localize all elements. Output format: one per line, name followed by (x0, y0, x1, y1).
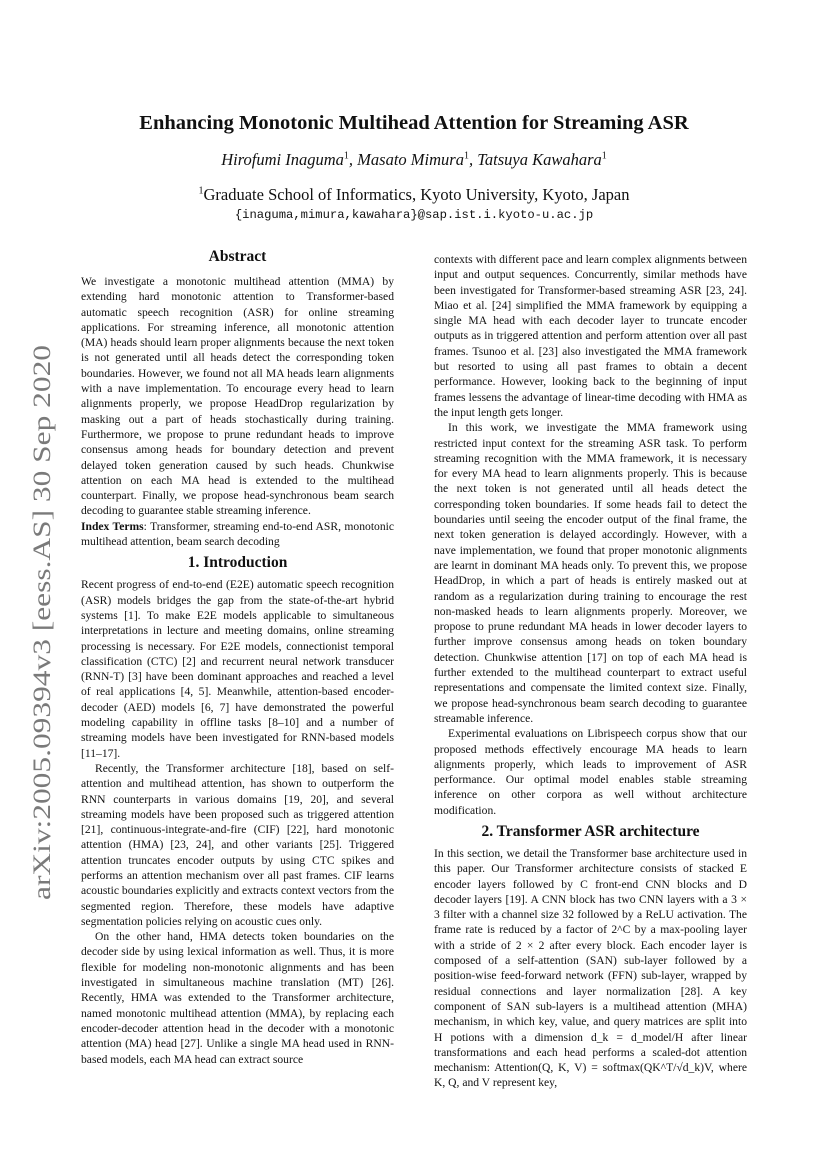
arxiv-identifier (2, 340, 72, 900)
arxiv-id-text: arXiv:2005.09394v3 [eess.AS] 30 Sep 2020 (29, 458, 56, 900)
index-terms (81, 519, 394, 550)
intro-paragraph: Recently, the Transformer architecture [18], based on self-attention and multihead attention, has shown to outperform the RNN counterparts in various domains [19, 20], and several streaming models have been proposed such as triggered attention [21], continuous-integrate-and-fire (CIF) [22], hard monotonic attention (HMA) [23, 24], and other variants [25]. Triggered attention truncates encoder outputs by using CTC spikes and performs an attention mechanism over all past frames. CIF learns acoustic boundaries explicitly and extracts context vectors from the segmented region. Therefore, these models have adaptive segmentation policies relying on acoustic cues only. (81, 761, 394, 928)
abstract-heading: Abstract (208, 248, 267, 265)
affiliation (0, 185, 828, 205)
affiliation-text: Graduate School of Informatics, Kyoto University, Kyoto, Japan (203, 185, 630, 204)
intro-paragraph: Recent progress of end-to-end (E2E) automatic speech recognition (ASR) models bridges the gap from the state-of-the-art hybrid systems [1]. To make E2E models applicable to simultaneous interpretations in lecture and meeting domains, online streaming processing is necessary. For E2E models, connectionist temporal classification (CTC) [2] and recurrent neural network transducer (RNN-T) [3] have been dominant approaches and reached a level of real applications [4, 5]. Meanwhile, attention-based encoder-decoder (AED) models [6, 7] have demonstrated the powerful modeling capability in offline tasks [8–10] and a number of streaming models have been investigated for RNN-based models [11–17]. (81, 578, 394, 760)
intro-paragraph: contexts with different pace and learn complex alignments between input and output sequences. Concurrently, similar methods have been investigated for Transformer-based streaming ASR [23, 24]. Miao et al. [24] simplified the MMA framework by equipping a single MA head with each decoder layer to truncate encoder outputs as in triggered attention and perform attention over all past frames. Tsunoo et al. [23] also investigated the MMA framework but resorted to using all past frames to obtain a decent performance. However, looking back to the beginning of input frames lessens the advantage of linear-time decoding with HMA as the input length gets longer. (434, 253, 747, 419)
author-separator: , (468, 150, 478, 169)
section-heading-introduction: 1. Introduction (187, 554, 288, 572)
author-list (0, 150, 828, 170)
affiliation-mark: 1 (198, 185, 204, 197)
author-name: Tatsuya Kawahara (477, 150, 602, 169)
transformer-paragraph: In this section, we detail the Transformer base architecture used in this paper. Our Transformer architecture consists of stacked E encoder layers followed by C front-end CNN blocks and D decoder layers [19]. A CNN block has two CNN layers with a 3 × 3 filter with a channel size 32 followed by a ReLU activation. The frame rate is reduced by a factor of 2^C by a max-pooling layer with a stride of 2 × 2 after every block. Each encoder layer is composed of a self-attention (SAN) sub-layer followed by a position-wise feed-forward network (FFN) sub-layer, wrapped by residual connections and layer normalization [28]. A key component of SAN sub-layers is a multihead attention (MHA) mechanism, in which key, value, and query matrices are split into H potions with a dimension d_k = d_model/H after linear transformations and each head performs a scaled-dot attention mechanism: Attention(Q, K, V) = softmax(QK^T/√d_k)V, where K, Q, and V represent key, (434, 846, 747, 1090)
index-terms-label: Index Terms (81, 519, 144, 533)
author-email: {inaguma,mimura,kawahara}@sap.ist.i.kyoto-u.ac.jp (234, 208, 594, 222)
right-column (434, 252, 747, 1091)
left-column (81, 248, 394, 1067)
paper-title: Enhancing Monotonic Multihead Attention for Streaming ASR (139, 112, 689, 134)
section-heading-transformer: 2. Transformer ASR architecture (481, 822, 700, 840)
intro-paragraph: In this work, we investigate the MMA framework using restricted input context for the streaming ASR task. To perform streaming recognition with the MMA framework, it is necessary for every MA head to learn alignments properly. This is because the next token is not generated until all heads detect the corresponding token boundaries. If some heads fail to detect the boundaries until seeing the encoder output of the final frame, the next token generation is delayed accordingly. However, with a nave implementation, we found that proper monotonic alignments are learnt in dominant MA heads only. To prevent this, we propose HeadDrop, in which a part of heads is entirely masked out at random as a regularization during training to encourage the rest non-masked heads to learn alignments properly. Moreover, we propose to prune redundant MA heads in lower decoder layers to further improve consensus among heads on token boundary detection. Chunkwise attention [17] on top of each MA head is further extended to the multihead counterpart to extract useful representations and compensate the limited context size. Finally, we propose head-synchronous beam search decoding to guarantee streamable inference. (434, 421, 747, 725)
intro-paragraph: On the other hand, HMA detects token boundaries on the decoder side by using lexical information as well. Thus, it is more flexible for modeling non-monotonic alignments and has been investigated in simultaneous machine translation (MT) [26]. Recently, HMA was extended to the Transformer architecture, named monotonic multihead attention (MMA), by replacing each encoder-decoder attention head in the decoder with a monotonic attention (MA) head [27]. Unlike a single MA head used in RNN-based models, each MA head can extract source (81, 930, 394, 1066)
abstract-text: We investigate a monotonic multihead attention (MMA) by extending hard monotonic attention to Transformer-based automatic speech recognition (ASR) for online streaming applications. For streaming inference, all monotonic attention (MA) heads should learn proper alignments because the next token is not generated until all heads detect the corresponding token boundaries. However, we found not all MA heads learn alignments with a nave implementation. To encourage every head to learn alignments properly, we propose HeadDrop regularization by masking out a part of heads stochastically during training. Furthermore, we propose to prune redundant heads to improve consensus among heads for boundary detection and prevent delayed token generation caused by such heads. Chunkwise attention on each MA head is extended to the multihead counterpart. Finally, we propose head-synchronous beam search decoding to guarantee stable streaming inference. (81, 275, 394, 518)
author-name: Masato Mimura (357, 150, 464, 169)
author-separator: , (348, 150, 358, 169)
intro-paragraph: Experimental evaluations on Librispeech corpus show that our proposed methods effectively encourage MA heads to learn alignments properly, which leads to improvement of ASR performance. Our optimal model enables stable streaming inference on other corpora as well without architecture modification. (434, 727, 747, 817)
author-affiliation-mark: 1 (343, 150, 349, 162)
index-terms-text: : Transformer, streaming end-to-end ASR, monotonic multihead attention, beam search decoding (81, 519, 394, 549)
author-name: Hirofumi Inaguma (221, 150, 344, 169)
author-affiliation-mark: 1 (463, 150, 469, 162)
author-affiliation-mark: 1 (601, 150, 607, 162)
